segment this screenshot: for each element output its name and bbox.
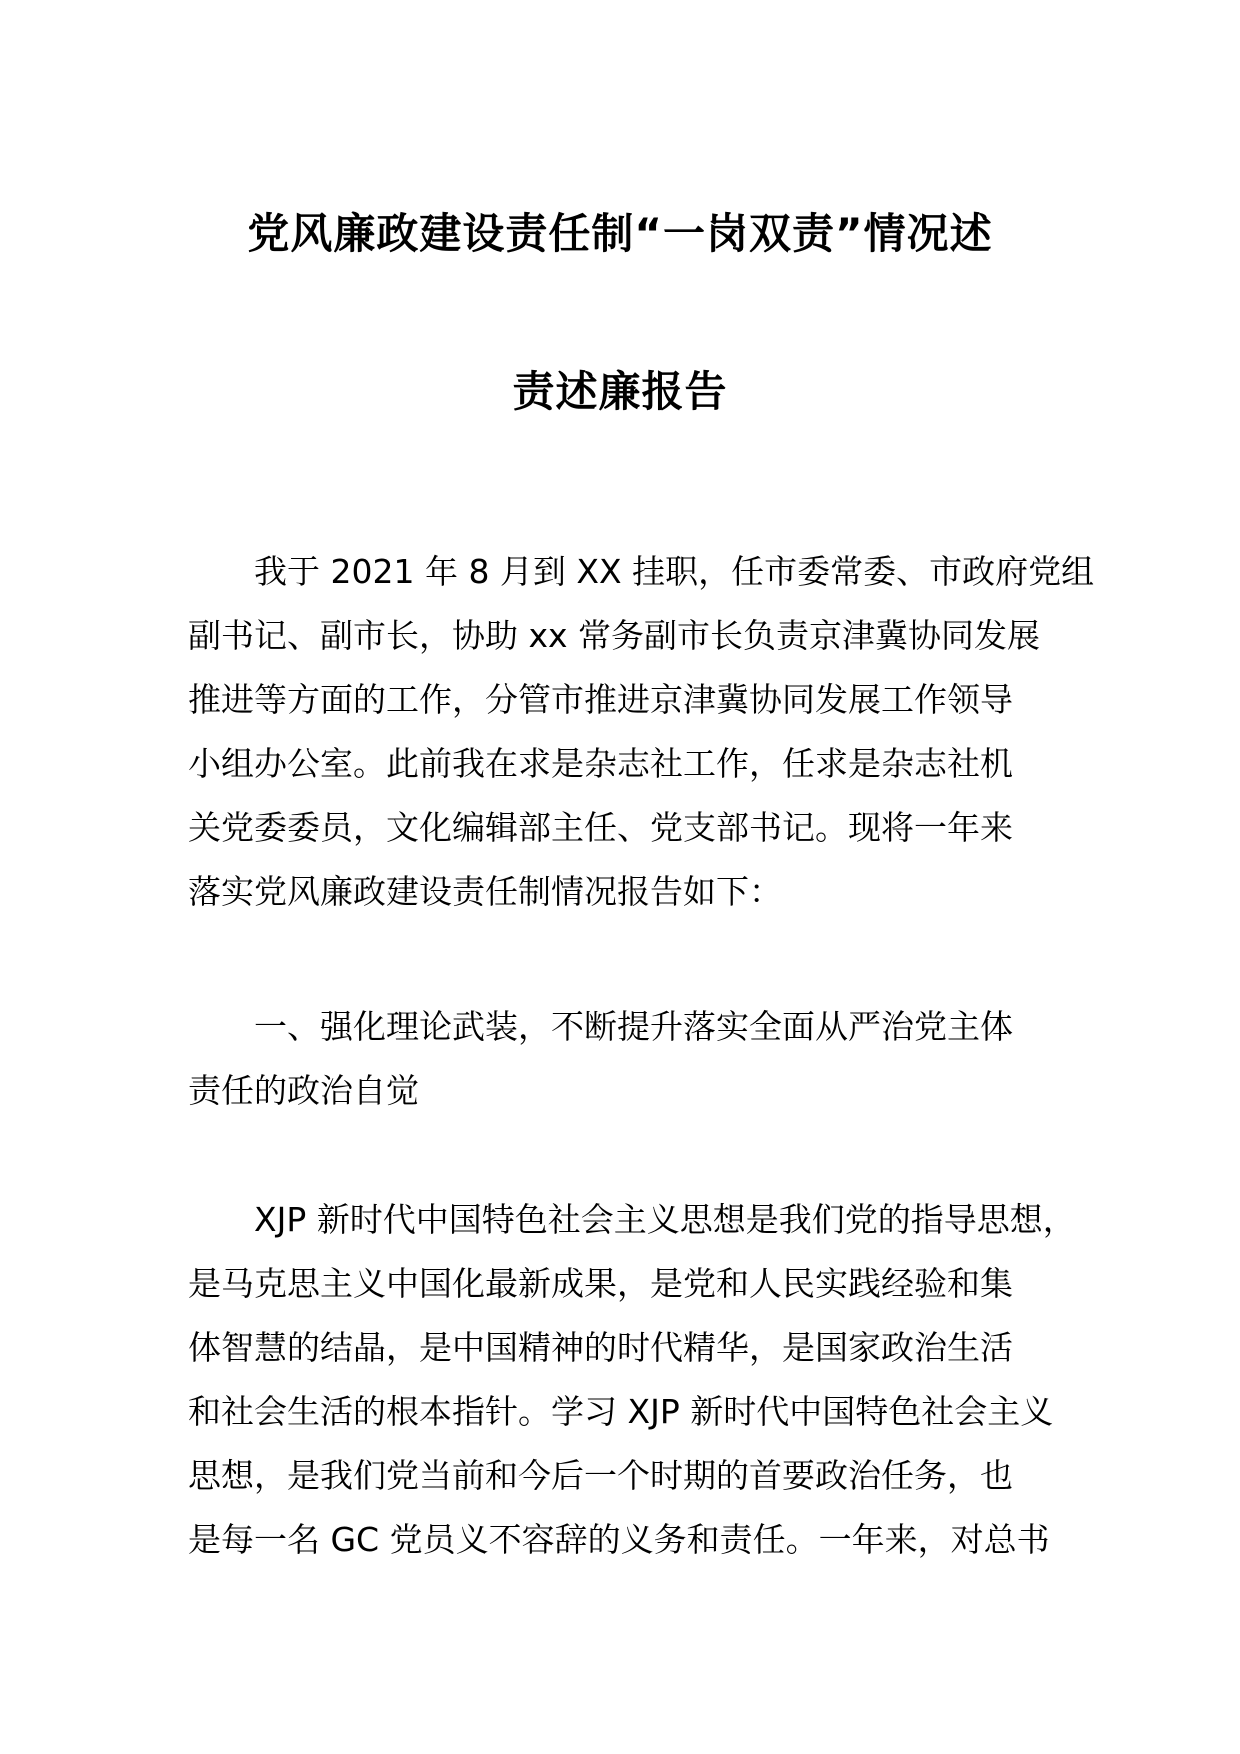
heading-line: 一、强化理论武装，不断提升落实全面从严治党主体 bbox=[254, 1007, 1013, 1046]
paragraph-line: 小组办公室。此前我在求是杂志社工作，任求是杂志社机 bbox=[188, 744, 1013, 783]
paragraph-body bbox=[188, 1188, 1076, 1572]
paragraph-line: 是每一名 GC 党员义不容辞的义务和责任。一年来，对总书 bbox=[188, 1520, 1050, 1559]
paragraph-line: 副书记、副市长，协助 xx 常务副市长负责京津冀协同发展 bbox=[188, 616, 1041, 655]
paragraph-intro bbox=[188, 540, 1095, 924]
section-heading-1 bbox=[188, 995, 1068, 1123]
paragraph-line: 关党委委员，文化编辑部主任、党支部书记。现将一年来 bbox=[188, 808, 1013, 847]
paragraph-line: 思想，是我们党当前和今后一个时期的首要政治任务，也 bbox=[188, 1456, 1013, 1495]
document-title-line-2: 责述廉报告 bbox=[512, 367, 728, 416]
document-title-line-1: 党风廉政建设责任制“一岗双责”情况述 bbox=[247, 209, 993, 258]
paragraph-line: 落实党风廉政建设责任制情况报告如下： bbox=[188, 872, 782, 911]
paragraph-line: 是马克思主义中国化最新成果，是党和人民实践经验和集 bbox=[188, 1264, 1013, 1303]
paragraph-line: XJP 新时代中国特色社会主义思想是我们党的指导思想， bbox=[254, 1200, 1076, 1239]
paragraph-line: 推进等方面的工作，分管市推进京津冀协同发展工作领导 bbox=[188, 680, 1013, 719]
paragraph-line: 我于 2021 年 8 月到 XX 挂职，任市委常委、市政府党组 bbox=[254, 552, 1095, 591]
heading-line: 责任的政治自觉 bbox=[188, 1071, 419, 1110]
paragraph-line: 和社会生活的根本指针。学习 XJP 新时代中国特色社会主义 bbox=[188, 1392, 1054, 1431]
paragraph-line: 体智慧的结晶，是中国精神的时代精华，是国家政治生活 bbox=[188, 1328, 1013, 1367]
